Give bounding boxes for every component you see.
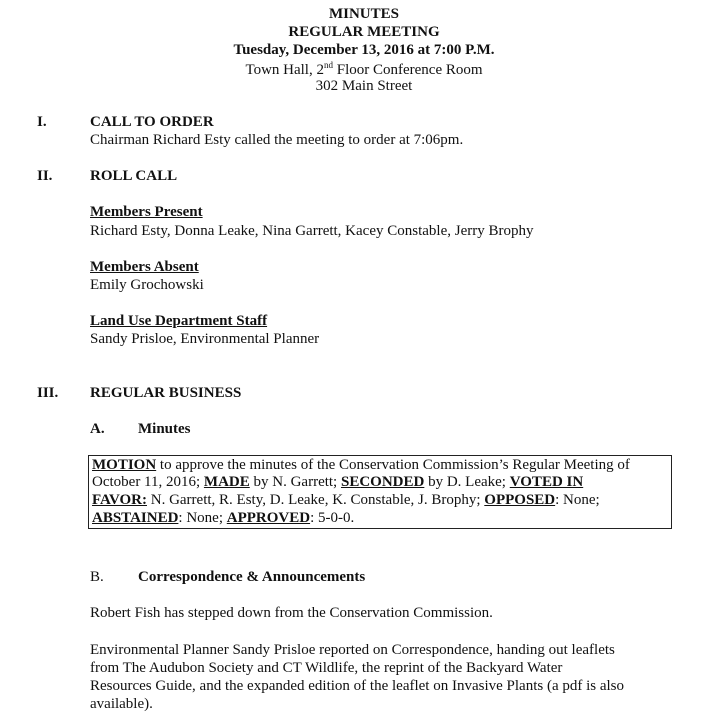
- staff-heading: Land Use Department Staff: [90, 313, 268, 329]
- members-absent-heading: Members Absent: [90, 259, 199, 275]
- subsection-letter-a: A.: [90, 421, 105, 437]
- subsection-title-correspondence: Correspondence & Announcements: [138, 569, 366, 585]
- meeting-date: Tuesday, December 13, 2016 at 7:00 P.M.: [233, 42, 495, 58]
- call-to-order-text: Chairman Richard Esty called the meeting to order at 7:06pm.: [90, 132, 464, 148]
- subsection-letter-b: B.: [90, 569, 104, 585]
- correspondence-line-4: available).: [90, 696, 153, 712]
- section-title-regular-business: REGULAR BUSINESS: [90, 385, 242, 401]
- staff-list: Sandy Prisloe, Environmental Planner: [90, 331, 320, 347]
- members-absent-list: Emily Grochowski: [90, 277, 204, 293]
- members-present-heading: Members Present: [90, 204, 203, 220]
- motion-box: [88, 455, 672, 529]
- meeting-type: REGULAR MEETING: [288, 24, 440, 40]
- section-numeral-2: II.: [37, 168, 53, 184]
- motion-line-1: MOTION to approve the minutes of the Conservation Commission’s Regular Meeting of: [92, 457, 630, 473]
- meeting-address: 302 Main Street: [315, 78, 413, 94]
- correspondence-line-1: Environmental Planner Sandy Prisloe reported on Correspondence, handing out leaflets: [90, 642, 615, 658]
- correspondence-line-2: from The Audubon Society and CT Wildlife, the reprint of the Backyard Water: [90, 660, 563, 676]
- meeting-location: Town Hall, 2nd Floor Conference Room: [245, 60, 483, 78]
- motion-line-2: October 11, 2016; MADE by N. Garrett; SECONDED by D. Leake; VOTED IN: [92, 474, 584, 490]
- section-title-call-to-order: CALL TO ORDER: [90, 114, 214, 130]
- motion-line-4: ABSTAINED: None; APPROVED: 5-0-0.: [92, 510, 355, 526]
- section-numeral-3: III.: [37, 385, 59, 401]
- members-present-list: Richard Esty, Donna Leake, Nina Garrett, Kacey Constable, Jerry Brophy: [90, 223, 534, 239]
- section-numeral-1: I.: [37, 114, 47, 130]
- section-title-roll-call: ROLL CALL: [90, 168, 178, 184]
- motion-line-3: FAVOR: N. Garrett, R. Esty, D. Leake, K. Constable, J. Brophy; OPPOSED: None;: [92, 492, 600, 508]
- doc-title: MINUTES: [328, 6, 399, 22]
- correspondence-line-3: Resources Guide, and the expanded edition of the leaflet on Invasive Plants (a pdf is also: [90, 678, 625, 694]
- announcement-text: Robert Fish has stepped down from the Conservation Commission.: [90, 605, 493, 621]
- subsection-title-minutes: Minutes: [138, 421, 191, 437]
